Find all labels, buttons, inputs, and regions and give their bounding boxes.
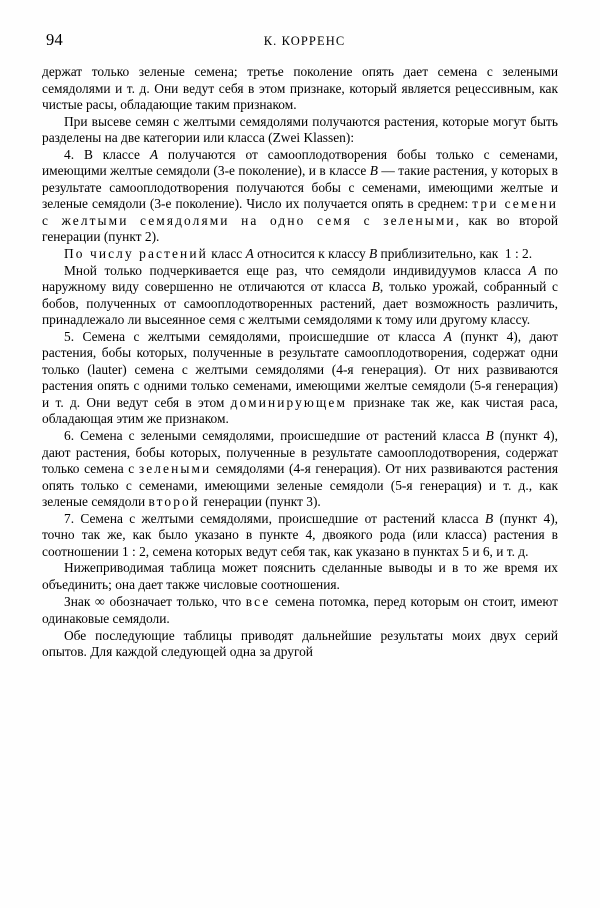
paragraph-6: 5. Семена с желтыми семядолями, происшедшие от класса A (пункт 4), дают растения, бобы которых, полученные в результате самооплодотворения, содержат одни только (lauter) семена с желтыми семядолями (4-я генерация). От них развиваются растения опять с одними только семенами, имеющими желтые семядоли (5-я генерация) и т. д. Они ведут себя в этом доминирующем признаке так же, как чистая раса, обладающая этим же признаком.	[42, 328, 558, 427]
paragraph-7: 6. Семена с зелеными семядолями, происшедшие от растений класса B (пункт 4), дают растения, бобы которых, полученные в результате самооплодотворения, содержат только семена с зелеными семядолями (4-я генерация). От них развиваются растения опять только с семенами, имеющими зеленые семядоли (5-я генерация) и т. д., как зеленые семядоли второй генерации (пункт 3).	[42, 428, 558, 510]
paragraph-3: 4. В классе A получаются от самооплодотворения бобы только с семенами, имеющими желтые семядоли (3-е поколение), и в классе B — такие растения, у которых в результате самооплодотворения получаются бобы с семенами, имеющими желтые и зеленые семядоли (3-е поколение). Число их получается опять в среднем: три семени с желтыми семядолями на одно семя с зелеными, как во второй генерации (пункт 2).	[42, 146, 559, 245]
paragraph-10: Знак ∞ обозначает только, что все семена потомка, перед которым он стоит, имеют одинаковые семядоли.	[42, 593, 558, 627]
paragraph-5: Мной только подчеркивается еще раз, что семядоли индивидуумов класса A по наружному виду совершенно не отличаются от класса B, только урожай, собранный с бобов, полученных от самооплодотворенных растений, дает возможность различить, принадлежало ли высеянное семя с желтыми семядолями к тому или другому классу.	[42, 262, 558, 328]
paragraph-9: Нижеприводимая таблица может пояснить сделанные выводы и в то же время их объединить; она дает также числовые соотношения.	[42, 560, 558, 592]
paragraph-2: При высеве семян с желтыми семядолями получаются растения, которые могут быть разделены на две категории или класса (Zwei Klassen):	[42, 113, 558, 146]
infinity-icon: ∞	[94, 594, 105, 610]
paragraph-8: 7. Семена с желтыми семядолями, происшедшие от растений класса B (пункт 4), точно так же, как было указано в пункте 4, двоякого рода (или класса) растения в соотношении 1 : 2, семена которых ведут себя так, как указано в пунктах 5 и 6, и т. д.	[42, 510, 558, 559]
running-title: К. КОРРЕНС	[263, 34, 346, 48]
paragraph-11: Обе последующие таблицы приводят дальнейшие результаты моих двух серий опытов. Для каждой следующей одна за другой	[42, 627, 558, 660]
paragraph-1: держат только зеленые семена; третье поколение опять дает семена с зелеными семядолями и т. д. Они ведут себя в этом признаке, который является рецессивным, как чистые расы, обладающие таким признаком.	[42, 64, 558, 113]
page-header	[42, 30, 558, 60]
page-number: 94	[46, 30, 64, 49]
page-body	[42, 64, 558, 661]
paragraph-4: По числу растений класс A относится к классу B приблизительно, как 1 : 2.	[64, 246, 533, 262]
